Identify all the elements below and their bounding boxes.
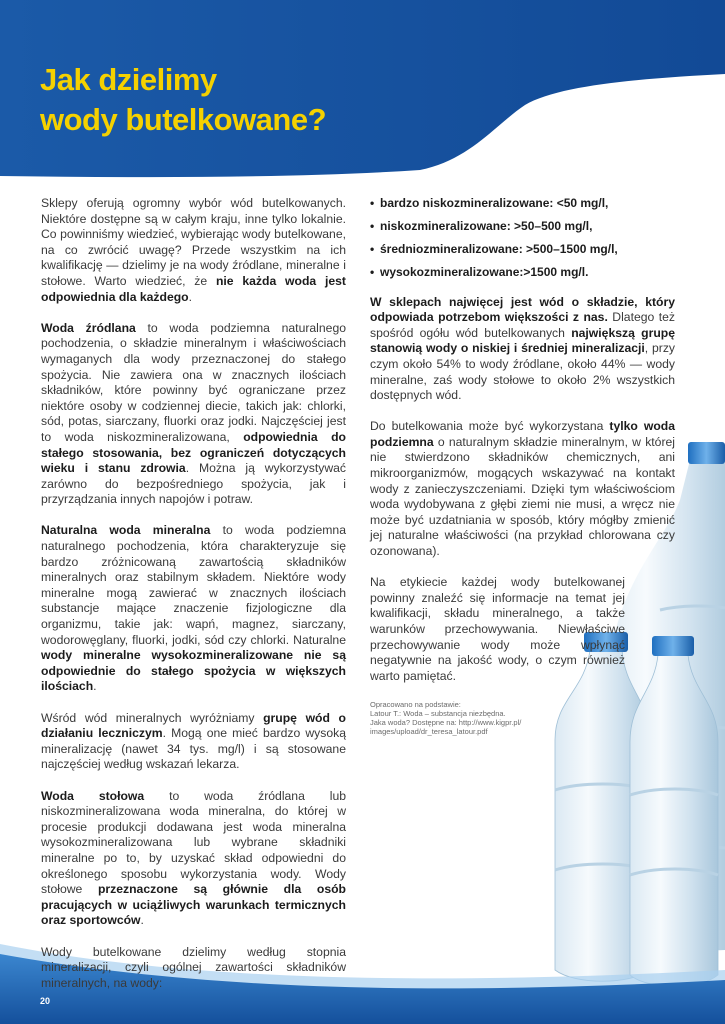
list-item: • wysokozmineralizowane:>1500 mg/l. [370, 264, 589, 279]
page-title [40, 60, 326, 140]
intro-paragraph: Sklepy oferują ogromny wybór wód butelkowanych. Niektóre dostępne są w całym kraju, inne tylko lokalnie. Co powinniśmy wiedzieć, wybierając wody butelkowane, na co zwrócić uwagę? Przede wszystkim na ich kwalifikację — dzielimy je na wody źródlane, mineralne i stołowe. Warto wiedzieć, że nie każda woda jest odpowiednia dla każdego. [41, 196, 346, 304]
list-item: • średniozmineralizowane: >500–1500 mg/l, [370, 241, 618, 256]
medicinal-water-paragraph: Wśród wód mineralnych wyróżniamy grupę wód o działaniu leczniczym. Mogą one mieć bardzo wysoką mineralizację (nawet 34 tys. mg/l) i są stosowane najczęściej według wskazań lekarza. [41, 710, 346, 772]
label-info-paragraph: Na etykiecie każdej wody butelkowanej powinny znaleźć się informacje na temat jej kwalifikacji, składu mineralnego, a także warunków przechowywania. Niewłaściwe przechowywanie wody może wpłynąć negatywnie na jakość wody, o czym również warto pamiętać. [370, 575, 625, 683]
mineral-water-paragraph: Naturalna woda mineralna to woda podziemna naturalnego pochodzenia, która charakteryzuje się bardzo zróżnicowaną zawartością składników mineralnych oraz stabilnym składem. Niektóre wody mineralne mogą zawierać w znacznych ilościach substancje mające znaczenie fizjologiczne dla organizmu, takie jak: wapń, magnez, siarczany, wodorowęglany, fluorki, jodki, sód czy chlorki. Naturalne wody mineralne wysokozmineralizowane nie są odpowiednie do stałego spożycia w większych ilościach. [41, 523, 346, 694]
bottling-paragraph: Do butelkowania może być wykorzystana tylko woda podziemna o naturalnym składzie mineralnym, w której nie stwierdzono składników chemicznych, ani mikroorganizmów, mogących wskazywać na kontakt wody z zanieczyszczeniami. Dzięki tym właściwościom woda wydobywana z głębi ziemi nie musi, a wręcz nie może być uzdatniania w sposób, który mógłby zmienić jej naturalne właściwości (na przykład chlorowana czy ozonowana). [370, 419, 675, 559]
spring-water-paragraph: Woda źródlana to woda podziemna naturalnego pochodzenia, o składzie mineralnym i właściwościach wymaganych dla wody przeznaczonej do stałego spożycia. Nie zawiera ona w znacznych ilościach składników, które powinny być ograniczane przez niektóre osoby w codziennej diecie, takich jak: chlorki, sód, potas, siarczany, fluorki oraz jodki. Najczęściej jest to woda niskozmineralizowana, odpowiednia do stałego stosowania, bez ograniczeń dotyczących wieku i stanu zdrowia. Można ją wykorzystywać zarówno do bezpośredniego spożycia, jak i przyrządzania innych napojów i potraw. [41, 320, 347, 507]
store-availability-paragraph: W sklepach najwięcej jest wód o składzie, który odpowiada potrzebom większości z nas. Dlatego też spośród ogółu wód butelkowanych największą grupę stanowią wody o niskiej i średniej mineralizacji, przy czym około 54% to wody źródlane, około 44% — wody mineralne, zaś wody stołowe to około 2% wszystkich dostępnych wód. [370, 294, 676, 403]
page-number: 20 [40, 996, 51, 1006]
table-water-paragraph: Woda stołowa to woda źródlana lub niskozmineralizowana woda mineralna, do której w procesie produkcji dodawana jest woda mineralna wysokozmineralizowana lub wybrane składniki mineralne po to, by uzyskać skład odpowiedni do określonego sposobu wykorzystania wody. Wody stołowe przeznaczone są głównie dla osób pracujących w uciążliwych warunkach termicznych oraz sportowców. [41, 788, 346, 928]
right-column [370, 196, 675, 736]
source-note: Opracowano na podstawie: Latour T.: Woda – substancja niezbędna. Jaka woda? Dostępne na: http://www.kigpr.pl/ images/upload/dr_teresa_latour.pdf [370, 699, 522, 736]
title-line-2: wody butelkowane? [40, 102, 327, 137]
classification-intro-paragraph: Wody butelkowane dzielimy według stopnia mineralizacji, czyli ogólnej zawartości składników mineralnych, na wody: [41, 944, 346, 990]
mineralization-list [370, 196, 675, 281]
list-item: • bardzo niskozmineralizowane: <50 mg/l, [370, 196, 609, 210]
list-item: • niskozmineralizowane: >50–500 mg/l, [370, 218, 593, 233]
title-line-1: Jak dzielimy [40, 62, 217, 97]
left-column [41, 196, 346, 1007]
